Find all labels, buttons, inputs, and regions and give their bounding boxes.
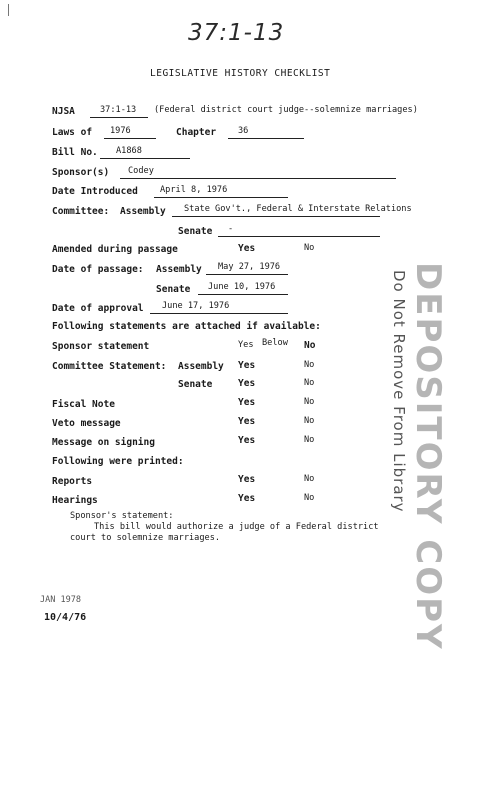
committee-assembly-value: State Gov't., Federal & Interstate Relations xyxy=(184,204,412,214)
committee-statement-senate-no: No xyxy=(304,378,315,388)
hearings-no: No xyxy=(304,493,315,503)
approval-underline xyxy=(150,313,288,314)
committee-senate-label: Senate xyxy=(178,226,213,237)
laws-of-value: 1976 xyxy=(110,126,131,136)
njsa-label: NJSA xyxy=(52,106,75,117)
committee-statement-senate-yes: Yes xyxy=(238,378,256,389)
amended-yes: Yes xyxy=(238,243,256,254)
date-introduced-label: Date Introduced xyxy=(52,186,138,197)
handwritten-number: 37:1-13 xyxy=(188,20,285,46)
committee-senate-underline xyxy=(218,236,380,237)
reports-yes: Yes xyxy=(238,474,256,485)
sponsors-label: Sponsor(s) xyxy=(52,167,110,178)
njsa-description: (Federal district court judge--solemnize marriages) xyxy=(154,105,418,115)
committee-statement-assembly-label: Assembly xyxy=(178,361,224,372)
page-title: LEGISLATIVE HISTORY CHECKLIST xyxy=(150,68,331,79)
printed-heading: Following were printed: xyxy=(52,456,184,467)
stamp-depository-copy: DEPOSITORY COPY xyxy=(408,262,448,651)
passage-senate-value: June 10, 1976 xyxy=(208,282,276,292)
veto-message-yes: Yes xyxy=(238,416,256,427)
fiscal-note-label: Fiscal Note xyxy=(52,399,115,410)
fiscal-note-no: No xyxy=(304,397,315,407)
sponsor-statement-yes: Yes xyxy=(238,340,254,350)
passage-senate-underline xyxy=(198,294,288,295)
committee-assembly-underline xyxy=(172,216,380,217)
message-signing-yes: Yes xyxy=(238,435,256,446)
depository-stamp xyxy=(384,262,454,651)
message-signing-no: No xyxy=(304,435,315,445)
fiscal-note-yes: Yes xyxy=(238,397,256,408)
received-stamp: JAN 1978 xyxy=(40,595,81,605)
committee-statement-label: Committee Statement: xyxy=(52,361,167,372)
passage-assembly-value: May 27, 1976 xyxy=(218,262,281,272)
bill-no-label: Bill No. xyxy=(52,147,98,158)
approval-value: June 17, 1976 xyxy=(162,301,230,311)
committee-statement-senate-label: Senate xyxy=(178,379,213,390)
statement-heading: Sponsor's statement: xyxy=(70,511,174,521)
reports-label: Reports xyxy=(52,476,93,487)
sponsors-underline xyxy=(120,178,396,179)
hearings-label: Hearings xyxy=(52,495,98,506)
bill-no-underline xyxy=(100,158,190,159)
laws-of-underline xyxy=(104,138,156,139)
approval-label: Date of approval xyxy=(52,303,144,314)
message-signing-label: Message on signing xyxy=(52,437,155,448)
committee-statement-assembly-no: No xyxy=(304,360,315,370)
hearings-yes: Yes xyxy=(238,493,256,504)
veto-message-no: No xyxy=(304,416,315,426)
passage-senate-label: Senate xyxy=(156,284,191,295)
passage-assembly-underline xyxy=(206,274,288,275)
njsa-value: 37:1-13 xyxy=(100,105,137,115)
chapter-label: Chapter xyxy=(176,127,217,138)
passage-label: Date of passage: xyxy=(52,264,144,275)
stamp-do-not-remove: Do Not Remove From Library xyxy=(390,270,408,513)
statement-line-2: court to solemnize marriages. xyxy=(70,533,221,543)
chapter-value: 36 xyxy=(238,126,249,136)
sponsor-statement-label: Sponsor statement xyxy=(52,341,150,352)
sponsors-value: Codey xyxy=(128,166,154,176)
sponsor-statement-note: Below xyxy=(262,338,288,348)
amended-label: Amended during passage xyxy=(52,244,178,255)
committee-senate-value: - xyxy=(228,224,234,234)
amended-no: No xyxy=(304,243,315,253)
attached-heading: Following statements are attached if available: xyxy=(52,321,321,332)
footer-date: 10/4/76 xyxy=(44,612,87,623)
chapter-underline xyxy=(228,138,304,139)
edge-mark xyxy=(8,4,9,16)
committee-label: Committee: xyxy=(52,206,110,217)
laws-of-label: Laws of xyxy=(52,127,93,138)
reports-no: No xyxy=(304,474,315,484)
veto-message-label: Veto message xyxy=(52,418,121,429)
committee-statement-assembly-yes: Yes xyxy=(238,360,256,371)
sponsor-statement-no: No xyxy=(304,340,316,351)
njsa-underline xyxy=(90,117,148,118)
passage-assembly-label: Assembly xyxy=(156,264,202,275)
committee-assembly-label: Assembly xyxy=(120,206,166,217)
statement-line-1: This bill would authorize a judge of a Federal district xyxy=(94,522,379,532)
date-introduced-underline xyxy=(154,197,288,198)
date-introduced-value: April 8, 1976 xyxy=(160,185,228,195)
bill-no-value: A1868 xyxy=(116,146,142,156)
